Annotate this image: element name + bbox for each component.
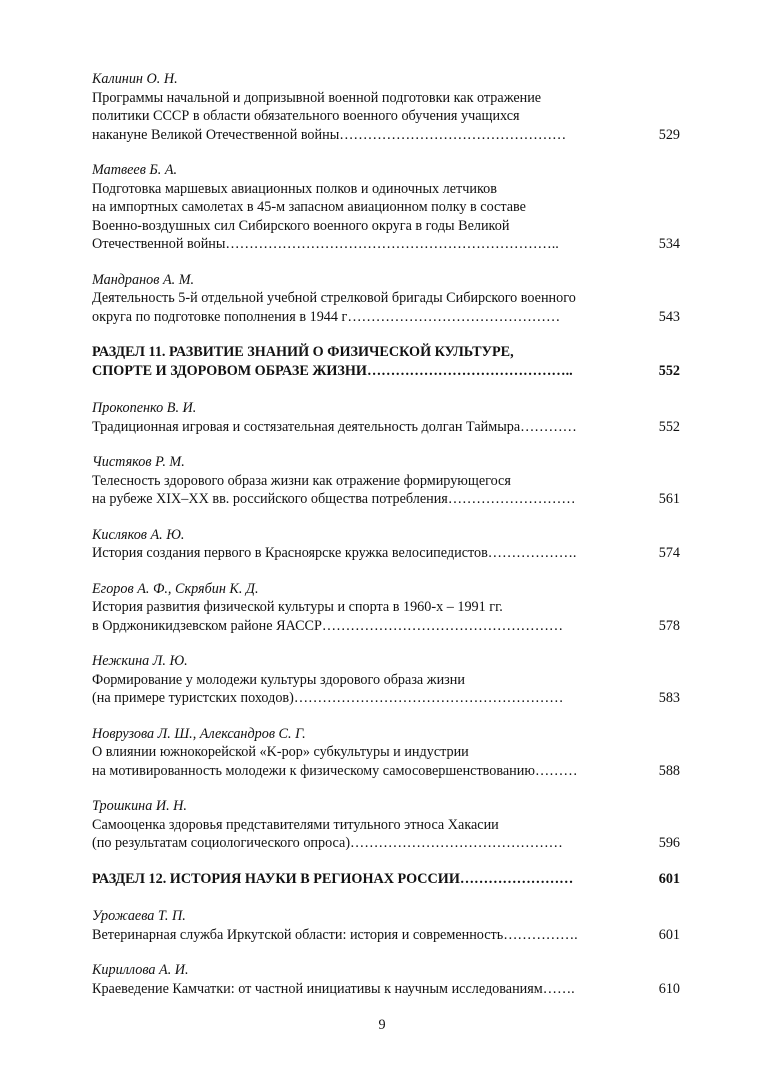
toc-entry (92, 271, 680, 327)
toc-entry-page-number: 561 (658, 491, 680, 507)
toc-entry-leader-line: накануне Великой Отечественной войны………………………………………… (92, 126, 567, 143)
toc-entry-leader-line: Традиционная игровая и состязательная деятельность долган Таймыра………… (92, 418, 577, 435)
toc-entry-page-number: 601 (658, 926, 680, 943)
toc-entry-title-line: на импортных самолетах в 45-м запасном авиационном полку в составе (92, 199, 526, 215)
toc-entry (92, 725, 680, 781)
toc-entry-leader-line: История создания первого в Красноярске кружка велосипедистов………………. (92, 545, 577, 561)
toc-entry (92, 797, 680, 853)
toc-entry-page-number: 588 (658, 762, 680, 779)
toc-entry-author: Матвеев Б. А. (92, 162, 178, 178)
toc-entry-title-line: Формирование у молодежи культуры здорового образа жизни (92, 671, 465, 688)
toc-entry (92, 526, 680, 563)
toc-entry-author: Новрузова Л. Ш., Александров С. Г. (92, 725, 306, 742)
toc-entry-leader-line: на мотивированность молодежи к физическому самосовершенствованию……… (92, 762, 578, 779)
toc-entry (92, 453, 680, 509)
toc-entry-title-line: Военно-воздушных сил Сибирского военного округа в годы Великой (92, 217, 510, 234)
toc-entry-title-line: Самооценка здоровья представителями титульного этноса Хакасии (92, 816, 499, 833)
toc-section-heading (92, 870, 680, 889)
toc-entry-author: Кисляков А. Ю. (92, 526, 185, 543)
toc-entry-leader-line: Краеведение Камчатки: от частной инициативы к научным исследованиям……. (92, 980, 575, 997)
toc-entry-title-line: Программы начальной и допризывной военной подготовки как отражение (92, 89, 542, 106)
toc-entry-leader-line: округа по подготовке пополнения в 1944 г……………………………………… (92, 308, 561, 325)
toc-entry-author: Чистяков Р. М. (92, 454, 185, 470)
toc-entry-author: Урожаева Т. П. (92, 908, 186, 924)
page-number: 9 (378, 1017, 386, 1033)
toc-entry-page-number: 578 (658, 617, 680, 634)
toc-entry-author: Кириллова А. И. (92, 962, 189, 978)
toc-entry-title-line: Подготовка маршевых авиационных полков и одиночных летчиков (92, 180, 497, 197)
toc-entry-page-number: 529 (658, 126, 680, 143)
toc-entry-title-line: политики СССР в области обязательного военного обучения учащихся (92, 108, 520, 124)
toc-entry (92, 961, 680, 998)
toc-entry-page-number: 574 (658, 545, 680, 561)
toc-entry-title-line: О влиянии южнокорейской «K-pop» субкультуры и индустрии (92, 744, 469, 760)
toc-entry-leader-line: на рубеже XIX–XX вв. российского общества потребления……………………… (92, 491, 576, 507)
toc-entry-leader-line: (на примере туристских походов)………………………………………………… (92, 690, 564, 706)
toc-entry-page-number: 552 (658, 362, 680, 379)
toc-entry (92, 161, 680, 254)
toc-entry-leader-line: РАЗДЕЛ 12. ИСТОРИЯ НАУКИ В РЕГИОНАХ РОССИИ…………………… (92, 870, 574, 887)
toc-entry-page-number: 543 (658, 308, 680, 325)
toc-entry-leader-line: СПОРТЕ И ЗДОРОВОМ ОБРАЗЕ ЖИЗНИ…………………………………….. (92, 362, 573, 379)
toc-entry (92, 580, 680, 636)
toc-entry-title-line: История развития физической культуры и спорта в 1960-х – 1991 гг. (92, 599, 503, 615)
toc-entry-leader-line: в Орджоникидзевском районе ЯАССР…………………………………………… (92, 617, 564, 634)
toc-entry-author: Мандранов А. М. (92, 271, 195, 288)
table-of-contents (92, 70, 680, 1015)
toc-entry-page-number: 534 (658, 236, 680, 252)
toc-entry (92, 70, 680, 144)
toc-entry-page-number: 610 (658, 980, 680, 997)
toc-section-heading (92, 343, 680, 380)
toc-entry-title-line: Деятельность 5-й отдельной учебной стрелковой бригады Сибирского военного (92, 290, 576, 306)
toc-entry-title-line: Телесность здорового образа жизни как отражение формирующегося (92, 472, 511, 489)
toc-entry-leader-line: (по результатам социологического опроса)……………………………………… (92, 835, 563, 851)
toc-entry-title-line: РАЗДЕЛ 11. РАЗВИТИЕ ЗНАНИЙ О ФИЗИЧЕСКОЙ КУЛЬТУРЕ, (92, 344, 514, 360)
toc-entry-author: Егоров А. Ф., Скрябин К. Д. (92, 580, 259, 597)
toc-entry-page-number: 596 (658, 835, 680, 851)
toc-entry-page-number: 583 (658, 690, 680, 706)
toc-entry-author: Нежкина Л. Ю. (92, 653, 188, 669)
toc-entry (92, 399, 680, 436)
toc-entry (92, 907, 680, 944)
toc-entry-author: Трошкина И. Н. (92, 798, 187, 814)
toc-entry-leader-line: Отечественной войны…………………………………………………………….. (92, 236, 559, 252)
toc-entry-author: Калинин О. Н. (92, 71, 178, 87)
toc-entry-author: Прокопенко В. И. (92, 400, 197, 416)
toc-entry-page-number: 601 (658, 870, 680, 887)
toc-entry (92, 652, 680, 708)
toc-entry-page-number: 552 (658, 418, 680, 435)
toc-entry-leader-line: Ветеринарная служба Иркутской области: история и современность……………. (92, 926, 578, 943)
